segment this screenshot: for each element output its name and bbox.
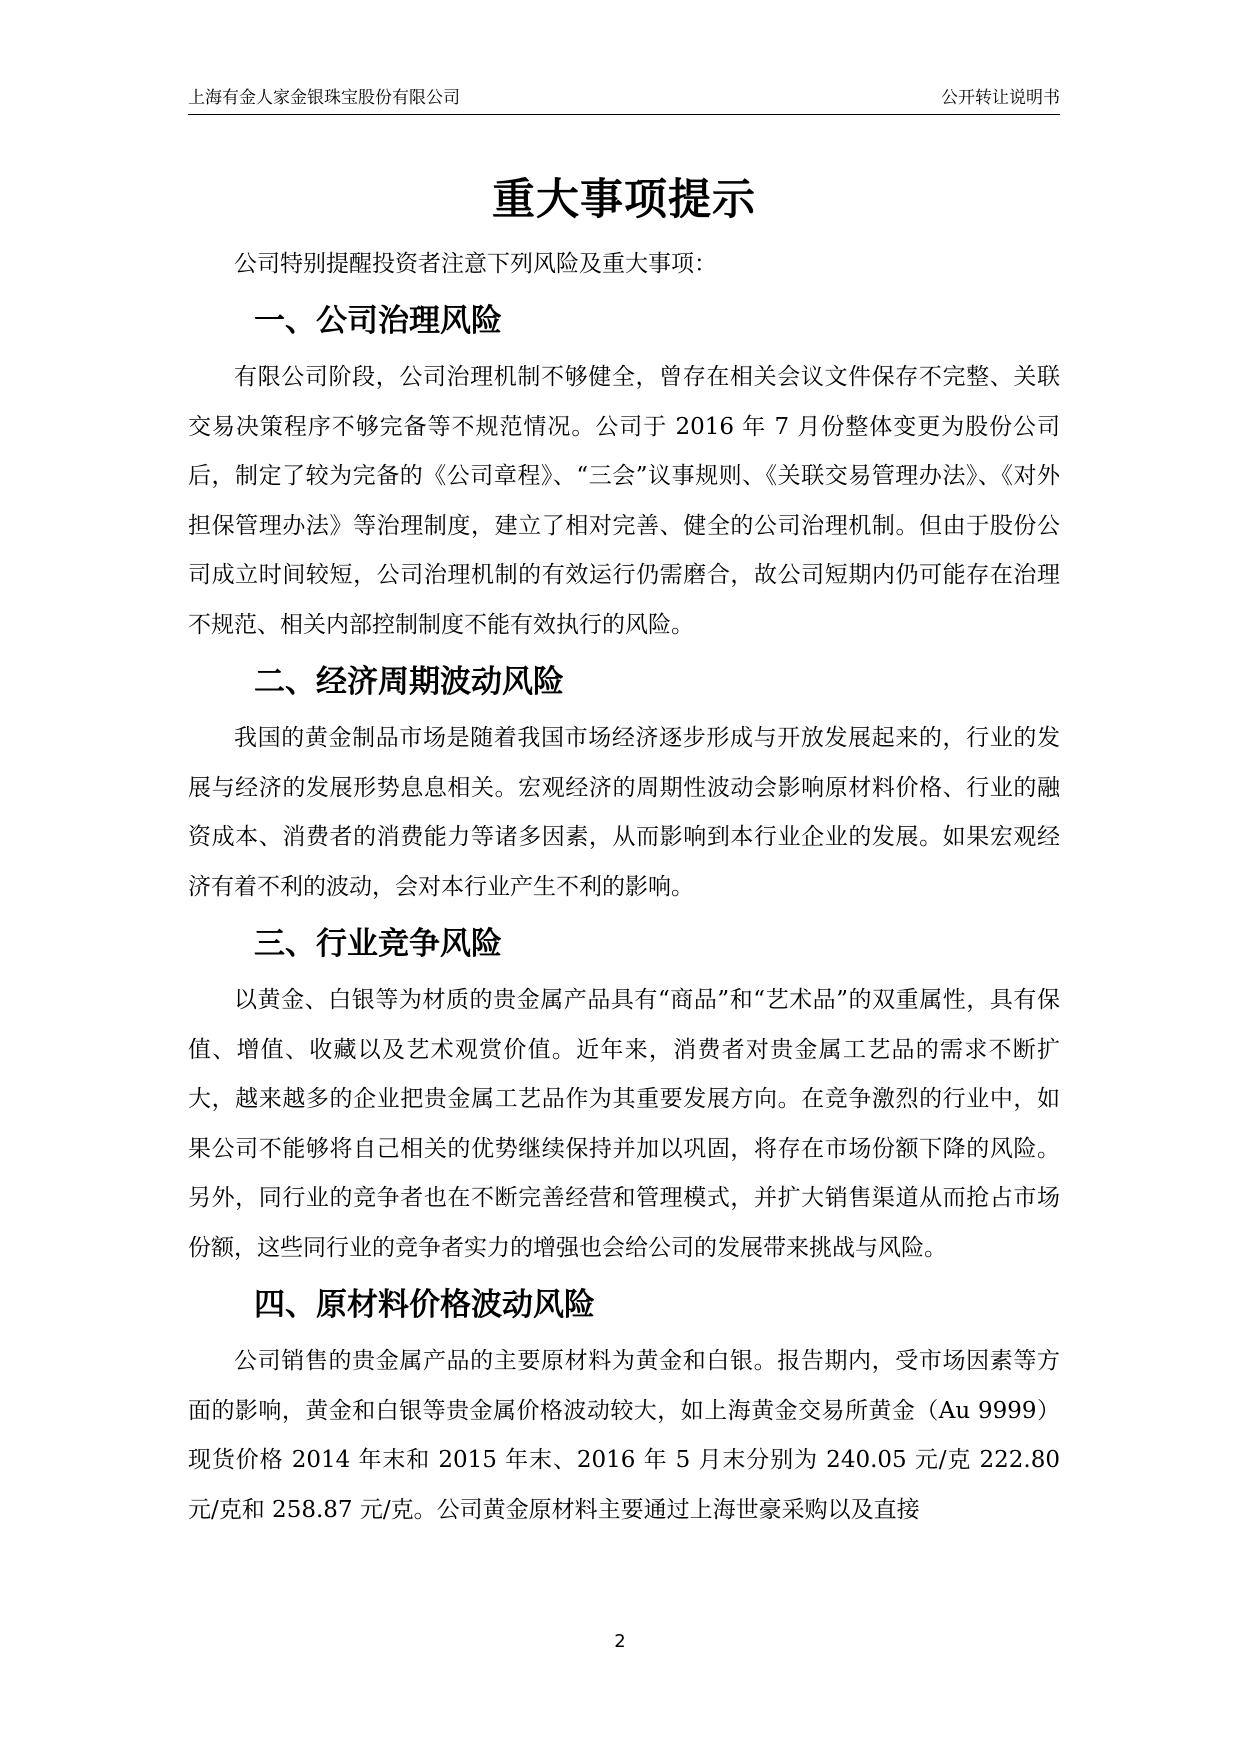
section-raw-material-price-risk bbox=[188, 1273, 1060, 1535]
page-content bbox=[188, 160, 1060, 1535]
section-competition-risk bbox=[188, 912, 1060, 1273]
section-heading: 三、行业竞争风险 bbox=[254, 926, 502, 962]
page-title: 重大事项提示 bbox=[492, 175, 756, 225]
section-paragraph: 我国的黄金制品市场是随着我国市场经济逐步形成与开放发展起来的，行业的发展与经济的发展形势息息相关。宏观经济的周期性波动会影响原材料价格、行业的融资成本、消费者的消费能力等诸多因素，从而影响到本行业企业的发展。如果宏观经济有着不利的波动，会对本行业产生不利的影响。 bbox=[188, 725, 1060, 900]
page-header bbox=[188, 86, 1060, 116]
header-divider bbox=[188, 114, 1060, 115]
intro-paragraph: 公司特别提醒投资者注意下列风险及重大事项： bbox=[234, 251, 717, 277]
section-paragraph: 以黄金、白银等为材质的贵金属产品具有“商品”和“艺术品”的双重属性，具有保值、增值、收藏以及艺术观赏价值。近年来，消费者对贵金属工艺品的需求不断扩大，越来越多的企业把贵金属工艺品作为其重要发展方向。在竞争激烈的行业中，如果公司不能够将自己相关的优势继续保持并加以巩固，将存在市场份额下降的风险。另外，同行业的竞争者也在不断完善经营和管理模式，并扩大销售渠道从而抢占市场份额，这些同行业的竞争者实力的增强也会给公司的发展带来挑战与风险。 bbox=[188, 987, 1060, 1261]
section-heading: 四、原材料价格波动风险 bbox=[254, 1287, 595, 1323]
section-paragraph: 有限公司阶段，公司治理机制不够健全，曾存在相关会议文件保存不完整、关联交易决策程序不够完备等不规范情况。公司于 2016 年 7 月份整体变更为股份公司后，制定了较为完备的《公司章程》、“三会”议事规则、《关联交易管理办法》、《对外担保管理办法》等治理制度，建立了相对完善、健全的公司治理机制。但由于股份公司成立时间较短，公司治理机制的有效运行仍需磨合，故公司短期内仍可能存在治理不规范、相关内部控制制度不能有效执行的风险。 bbox=[188, 364, 1060, 638]
header-company-name: 上海有金人家金银珠宝股份有限公司 bbox=[188, 88, 460, 108]
section-heading: 二、经济周期波动风险 bbox=[254, 664, 564, 700]
page-number: 2 bbox=[614, 1631, 626, 1652]
header-document-type: 公开转让说明书 bbox=[941, 88, 1060, 108]
section-governance-risk bbox=[188, 289, 1060, 650]
section-heading: 一、公司治理风险 bbox=[254, 303, 502, 339]
section-paragraph: 公司销售的贵金属产品的主要原材料为黄金和白银。报告期内，受市场因素等方面的影响，黄金和白银等贵金属价格波动较大，如上海黄金交易所黄金（Au 9999）现货价格 2014 年末和 2015 年末、2016 年 5 月末分别为 240.05 元/克 222.80 元/克和 258.87 元/克。公司黄金原材料主要通过上海世豪采购以及直接 bbox=[188, 1348, 1060, 1523]
section-economic-cycle-risk bbox=[188, 650, 1060, 912]
